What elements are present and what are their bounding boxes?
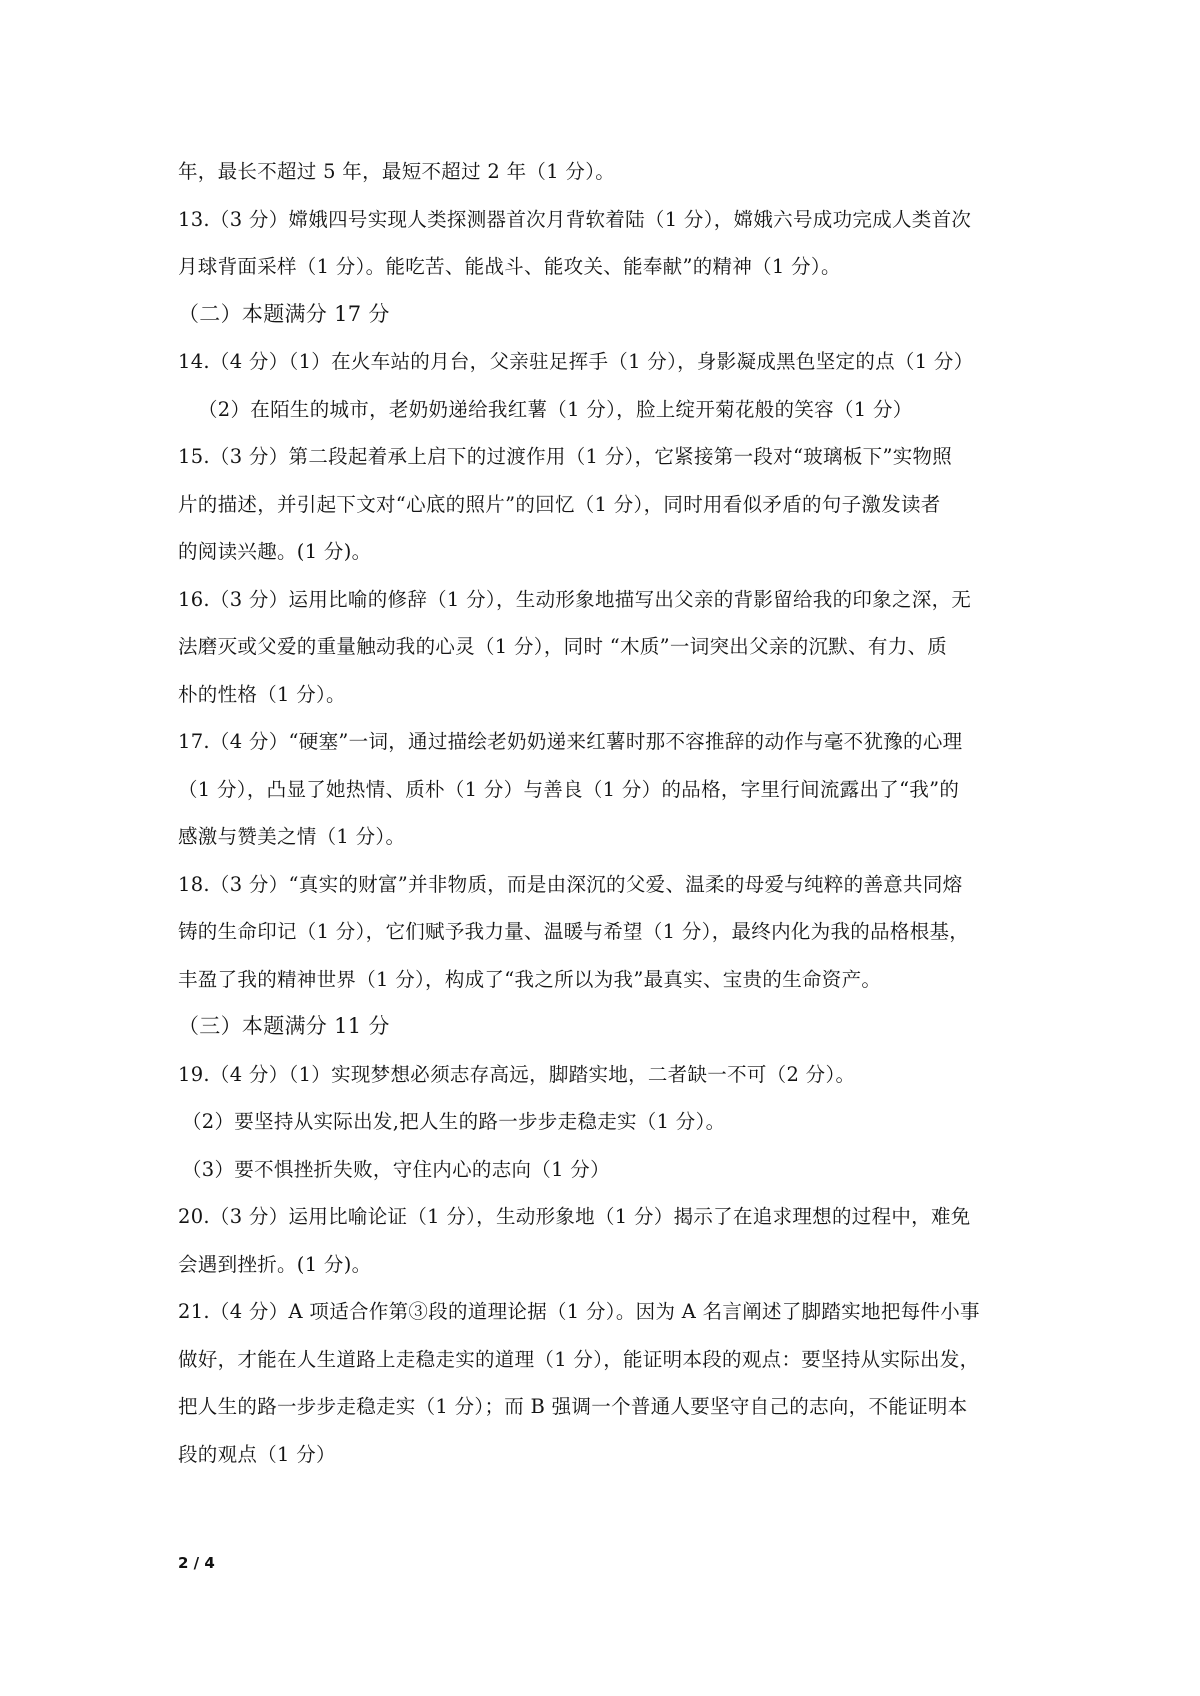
answer-line: 感激与赞美之情（1 分）。 bbox=[178, 825, 406, 848]
answer-line: （1 分），凸显了她热情、质朴（1 分）与善良（1 分）的品格，字里行间流露出了“我”的 bbox=[178, 777, 960, 801]
answer-line: 做好，才能在人生道路上走稳走实的道理（1 分），能证明本段的观点：要坚持从实际出发， bbox=[178, 1347, 980, 1371]
answer-17: 17.（4 分）“硬塞”一词，通过描绘老奶奶递来红薯时那不容推辞的动作与毫不犹豫的心理 bbox=[178, 730, 963, 753]
answer-line: 片的描述，并引起下文对“心底的照片”的回忆（1 分），同时用看似矛盾的句子激发读者 bbox=[178, 492, 941, 516]
answer-line: 把人生的路一步步走稳走实（1 分）；而 B 强调一个普通人要坚守自己的志向，不能证明本 bbox=[178, 1395, 968, 1418]
answer-20: 20.（3 分）运用比喻论证（1 分），生动形象地（1 分）揭示了在追求理想的过程中，难免 bbox=[178, 1205, 971, 1228]
answer-line: 法磨灭或父爱的重量触动我的心灵（1 分），同时 “木质”一词突出父亲的沉默、有力、质 bbox=[178, 635, 948, 658]
answer-line: 丰盈了我的精神世界（1 分），构成了“我之所以为我”最真实、宝贵的生命资产。 bbox=[178, 967, 882, 991]
answer-line: 年，最长不超过 5 年，最短不超过 2 年（1 分）。 bbox=[178, 160, 616, 183]
section-heading-2: （二）本题满分 17 分 bbox=[178, 301, 390, 326]
answer-content bbox=[178, 148, 1030, 1478]
answer-line: 朴的性格（1 分）。 bbox=[178, 682, 346, 706]
answer-13: 13.（3 分）嫦娥四号实现人类探测器首次月背软着陆（1 分），嫦娥六号成功完成人类首次 bbox=[178, 207, 972, 231]
answer-line: （2）在陌生的城市，老奶奶递给我红薯（1 分），脸上绽开菊花般的笑容（1 分） bbox=[198, 397, 913, 421]
answer-21: 21.（4 分）A 项适合作第③段的道理论据（1 分）。因为 A 名言阐述了脚踏实地把每件小事 bbox=[178, 1300, 980, 1323]
answer-19: 19.（4 分）（1）实现梦想必须志存高远，脚踏实地，二者缺一不可（2 分）。 bbox=[178, 1062, 856, 1086]
answer-line: 月球背面采样（1 分）。能吃苦、能战斗、能攻关、能奉献”的精神（1 分）。 bbox=[178, 255, 841, 278]
answer-16: 16.（3 分）运用比喻的修辞（1 分），生动形象地描写出父亲的背影留给我的印象之深，无 bbox=[178, 587, 972, 611]
answer-line: 会遇到挫折。(1 分)。 bbox=[178, 1252, 372, 1276]
answer-line: 的阅读兴趣。(1 分)。 bbox=[178, 540, 372, 563]
answer-line: （2）要坚持从实际出发,把人生的路一步步走稳走实（1 分）。 bbox=[182, 1110, 726, 1133]
answer-14: 14.（4 分）（1）在火车站的月台，父亲驻足挥手（1 分），身影凝成黑色坚定的点（1 分） bbox=[178, 350, 974, 373]
section-heading-3: （三）本题满分 11 分 bbox=[178, 1014, 390, 1038]
answer-18: 18.（3 分）“真实的财富”并非物质，而是由深沉的父爱、温柔的母爱与纯粹的善意共同熔 bbox=[178, 872, 963, 896]
answer-line: 段的观点（1 分） bbox=[178, 1442, 336, 1466]
answer-line: （3）要不惧挫折失败，守住内心的志向（1 分） bbox=[182, 1157, 610, 1181]
answer-15: 15.（3 分）第二段起着承上启下的过渡作用（1 分），它紧接第一段对“玻璃板下”实物照 bbox=[178, 445, 953, 468]
page-number: 2 / 4 bbox=[178, 1554, 215, 1572]
answer-line: 铸的生命印记（1 分），它们赋予我力量、温暖与希望（1 分），最终内化为我的品格根基， bbox=[178, 920, 970, 943]
